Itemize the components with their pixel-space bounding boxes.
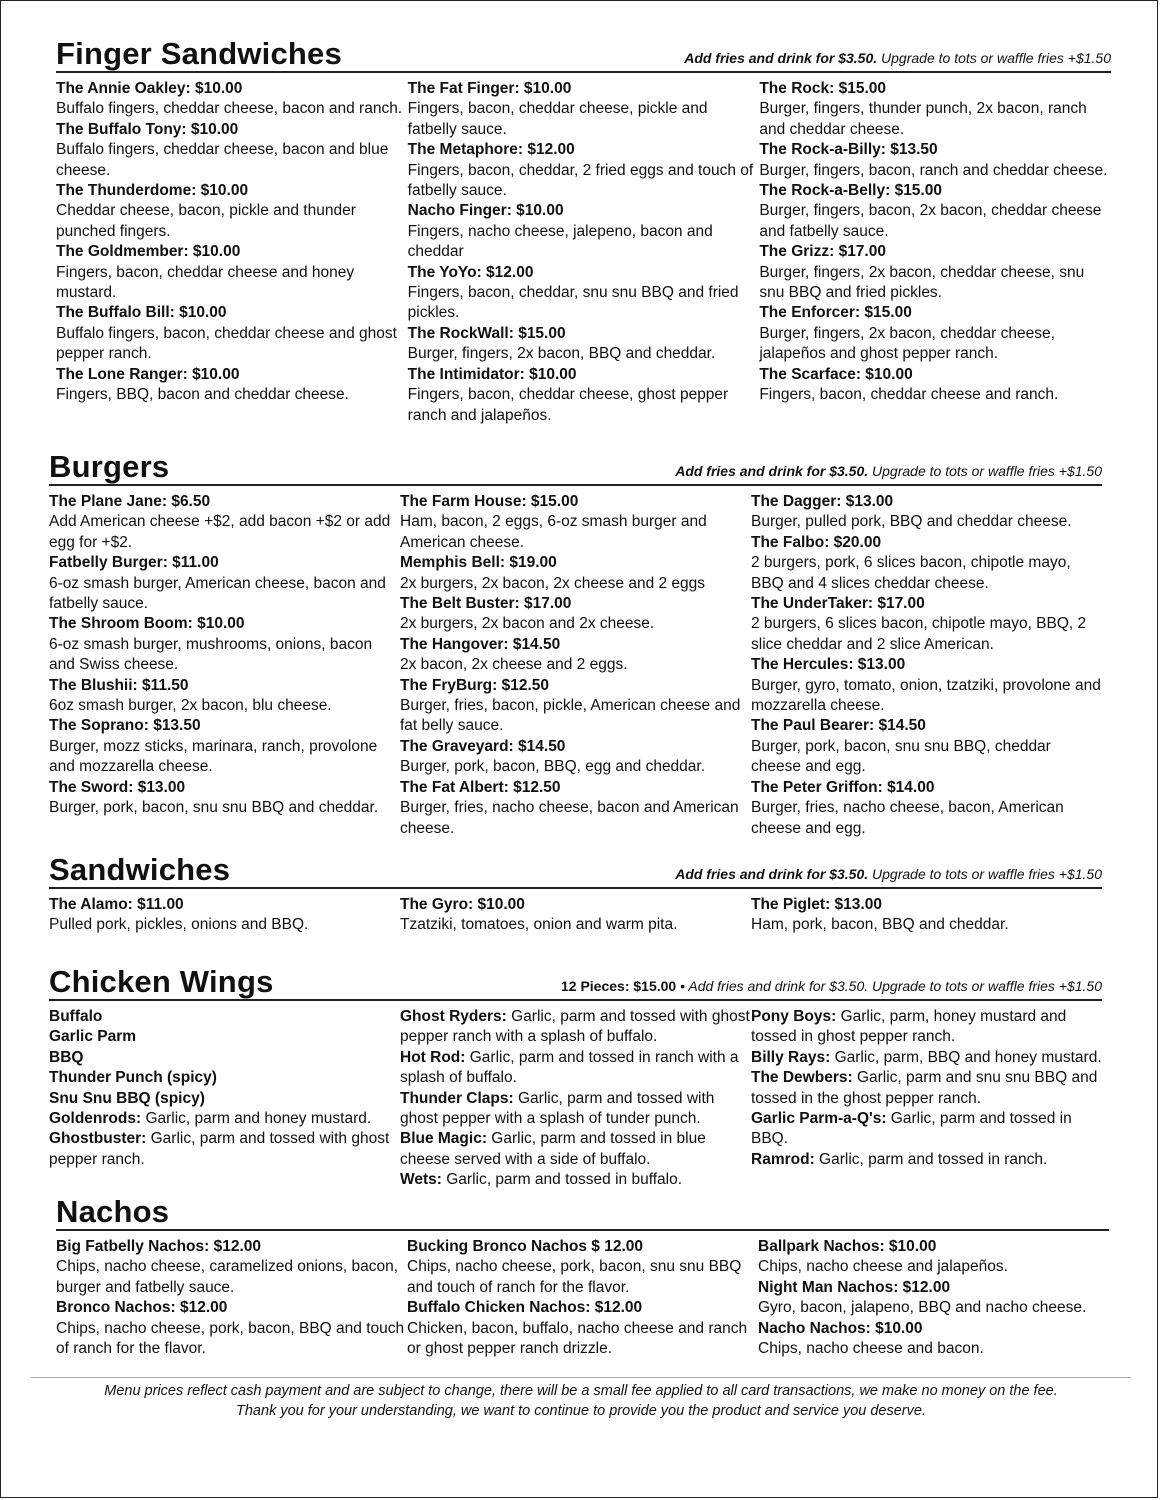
item-description: Garlic, parm, honey mustard and tossed in ghost pepper ranch. xyxy=(751,1008,1067,1046)
item-description: 2x bacon, 2x cheese and 2 eggs. xyxy=(400,656,628,674)
menu-item xyxy=(759,79,1111,140)
menu-column xyxy=(758,1237,1109,1359)
item-description: Burger, fingers, bacon, ranch and cheddar cheese. xyxy=(759,161,1108,179)
item-name: The Piglet: $13.00 xyxy=(751,896,882,913)
item-name: The Sword: $13.00 xyxy=(49,778,186,796)
menu-item xyxy=(758,1278,1109,1319)
menu-item xyxy=(49,614,400,675)
chicken-wings-section xyxy=(49,959,1102,1191)
item-name: The Goldmember: $10.00 xyxy=(56,243,241,261)
item-name: The Soprano: $13.50 xyxy=(49,717,201,735)
item-description: Garlic, parm and tossed with ghost pepper ranch. xyxy=(49,1130,390,1168)
item-name: Pony Boys: xyxy=(751,1008,837,1025)
section-note xyxy=(561,978,1102,994)
menu-item xyxy=(400,553,751,594)
item-description: Ham, bacon, 2 eggs, 6-oz smash burger and American cheese. xyxy=(400,513,707,551)
item-description: Burger, pork, bacon, snu snu BBQ, cheddar cheese and egg. xyxy=(751,737,1051,776)
menu-item xyxy=(400,594,751,635)
item-name: The Metaphore: $12.00 xyxy=(407,141,575,159)
wing-flavor-item xyxy=(751,1109,1102,1150)
item-name: Ballpark Nachos: $10.00 xyxy=(758,1238,937,1255)
item-description: Burger, gyro, tomato, onion, tzatziki, provolone and mozzarella cheese. xyxy=(751,676,1101,715)
menu-item xyxy=(407,1237,758,1298)
item-name: The Hercules: $13.00 xyxy=(751,656,906,674)
menu-item xyxy=(56,303,408,364)
item-description: Burger, pulled pork, BBQ and cheddar cheese. xyxy=(751,513,1072,531)
menu-item xyxy=(49,553,400,614)
nachos-section xyxy=(56,1189,1109,1359)
wing-flavor-item xyxy=(400,1007,751,1048)
item-description: Garlic, parm and tossed in buffalo. xyxy=(441,1171,683,1189)
item-columns xyxy=(49,1007,1102,1191)
item-name: The Plane Jane: $6.50 xyxy=(49,493,211,510)
item-name: The UnderTaker: $17.00 xyxy=(751,595,925,613)
item-description: Garlic, parm, BBQ and honey mustard. xyxy=(830,1048,1102,1066)
item-description: Chicken, bacon, buffalo, nacho cheese and ranch or ghost pepper ranch drizzle. xyxy=(407,1319,748,1358)
item-name: Ghost Ryders: xyxy=(400,1008,507,1025)
menu-item xyxy=(408,79,760,140)
wing-flavor-item xyxy=(400,1048,751,1089)
item-description: Buffalo fingers, cheddar cheese, bacon and ranch. xyxy=(56,100,403,118)
section-title: Sandwiches xyxy=(49,852,231,887)
item-name: Nacho Finger: $10.00 xyxy=(407,202,564,220)
wing-flavor-item xyxy=(49,1129,400,1170)
item-description: Burger, fingers, 2x bacon, cheddar cheese, jalapeños and ghost pepper ranch. xyxy=(759,324,1055,363)
menu-item xyxy=(408,263,760,324)
menu-column xyxy=(56,79,408,426)
item-description: Burger, fingers, thunder punch, 2x bacon, ranch and cheddar cheese. xyxy=(759,100,1087,138)
item-name: The Annie Oakley: $10.00 xyxy=(56,80,243,97)
item-description: Burger, mozz sticks, marinara, ranch, provolone and mozzarella cheese. xyxy=(49,737,378,776)
menu-item xyxy=(408,201,760,262)
menu-item xyxy=(56,1298,407,1359)
note-bold: 12 Pieces: $15.00 xyxy=(560,978,677,994)
item-name: The FryBurg: $12.50 xyxy=(400,676,550,694)
menu-column xyxy=(49,492,400,839)
item-name: The Intimidator: $10.00 xyxy=(407,365,577,383)
wing-flavor-item xyxy=(400,1129,751,1170)
item-description: 2x burgers, 2x bacon, 2x cheese and 2 eggs xyxy=(400,574,706,592)
item-description: Burger, fries, bacon, pickle, American cheese and fat belly sauce. xyxy=(400,697,741,735)
menu-column xyxy=(56,1237,407,1359)
item-name: Big Fatbelly Nachos: $12.00 xyxy=(56,1238,262,1255)
item-name: Goldenrods: xyxy=(49,1110,142,1128)
item-name: The Enforcer: $15.00 xyxy=(759,304,912,322)
menu-column xyxy=(751,895,1102,936)
item-name: The Rock-a-Belly: $15.00 xyxy=(759,182,942,200)
item-name: The Fat Finger: $10.00 xyxy=(407,80,572,97)
footer-line-1: Menu prices reflect cash payment and are subject to change, there will be a small fee applied to all card transactions, we make no money on the fee. xyxy=(104,1383,1058,1399)
item-description: Pulled pork, pickles, onions and BBQ. xyxy=(49,916,309,934)
item-name: The Dewbers: xyxy=(751,1069,853,1087)
menu-item xyxy=(758,1237,1109,1278)
menu-item xyxy=(56,181,408,242)
item-name: The YoYo: $12.00 xyxy=(407,263,534,281)
wing-flavor-item xyxy=(751,1048,1102,1068)
menu-item xyxy=(400,778,751,839)
menu-column xyxy=(759,79,1111,426)
item-name: The Alamo: $11.00 xyxy=(49,896,184,913)
menu-item xyxy=(759,365,1111,406)
menu-item xyxy=(56,365,408,406)
item-name: The Paul Bearer: $14.50 xyxy=(751,717,926,735)
item-description: Fingers, bacon, cheddar cheese, ghost pepper ranch and jalapeños. xyxy=(407,386,729,424)
item-name: Buffalo Chicken Nachos: $12.00 xyxy=(407,1299,643,1317)
item-name: Memphis Bell: $19.00 xyxy=(400,554,557,572)
section-title: Chicken Wings xyxy=(49,964,274,999)
item-name: Ramrod: xyxy=(751,1150,815,1168)
item-description: Garlic, parm and tossed in blue cheese served with a side of buffalo. xyxy=(400,1130,706,1168)
menu-item xyxy=(400,635,751,676)
section-title: Nachos xyxy=(56,1194,170,1229)
item-description: Garlic, parm and tossed in ranch. xyxy=(814,1150,1048,1168)
item-description: Garlic, parm and honey mustard. xyxy=(141,1110,372,1128)
wing-flavor-item xyxy=(49,1089,400,1109)
item-name: The Lone Ranger: $10.00 xyxy=(56,365,240,383)
item-name: The Blushii: $11.50 xyxy=(49,676,189,694)
item-description: Fingers, bacon, cheddar cheese and honey mustard. xyxy=(56,263,355,302)
wing-flavor-item xyxy=(751,1150,1102,1170)
item-description: Burger, fingers, 2x bacon, BBQ and cheddar. xyxy=(407,345,716,363)
menu-item xyxy=(751,778,1102,839)
wing-flavor-item xyxy=(49,1068,400,1088)
item-name: Ghostbuster: xyxy=(49,1130,147,1148)
menu-column xyxy=(407,1237,758,1359)
menu-item xyxy=(759,181,1111,242)
item-description: Fingers, nacho cheese, jalepeno, bacon and cheddar xyxy=(407,222,713,261)
item-name: The Dagger: $13.00 xyxy=(751,493,894,510)
wing-flavor-item xyxy=(400,1089,751,1130)
menu-item xyxy=(751,492,1102,533)
item-description: Buffalo fingers, cheddar cheese, bacon and blue cheese. xyxy=(56,141,389,179)
wing-flavor-item xyxy=(751,1068,1102,1109)
item-name: Night Man Nachos: $12.00 xyxy=(758,1278,951,1296)
section-header xyxy=(56,1189,1109,1231)
note-bold: Add fries and drink for $3.50. xyxy=(675,866,869,882)
item-description: Gyro, bacon, jalapeno, BBQ and nacho cheese. xyxy=(758,1299,1087,1317)
menu-item xyxy=(49,492,400,553)
item-description: Burger, pork, bacon, BBQ, egg and cheddar. xyxy=(400,758,706,776)
menu-column xyxy=(751,492,1102,839)
item-name: Hot Rod: xyxy=(400,1048,466,1066)
item-description: Burger, fingers, bacon, 2x bacon, cheddar cheese and fatbelly sauce. xyxy=(759,202,1102,240)
item-name: The Thunderdome: $10.00 xyxy=(56,182,249,200)
menu-item xyxy=(751,533,1102,594)
item-name: Buffalo xyxy=(49,1008,103,1025)
item-description: Add American cheese +$2, add bacon +$2 or add egg for +$2. xyxy=(49,513,391,551)
sandwiches-section xyxy=(49,847,1102,936)
item-description: Chips, nacho cheese and bacon. xyxy=(758,1340,984,1358)
item-name: Billy Rays: xyxy=(751,1048,831,1066)
menu-column xyxy=(400,492,751,839)
menu-column xyxy=(408,79,760,426)
item-description: Burger, pork, bacon, snu snu BBQ and cheddar. xyxy=(49,799,379,817)
item-name: The Grizz: $17.00 xyxy=(759,243,886,261)
wing-flavor-item xyxy=(49,1027,400,1047)
note-rest: Upgrade to tots or waffle fries +$1.50 xyxy=(877,50,1111,66)
item-description: Fingers, bacon, cheddar cheese, pickle and fatbelly sauce. xyxy=(407,100,708,138)
item-description: Buffalo fingers, bacon, cheddar cheese and ghost pepper ranch. xyxy=(56,324,397,363)
item-description: 6-oz smash burger, American cheese, bacon and fatbelly sauce. xyxy=(49,574,386,613)
section-header xyxy=(49,959,1102,1001)
item-name: Blue Magic: xyxy=(400,1130,487,1148)
item-name: The Peter Griffon: $14.00 xyxy=(751,778,935,796)
wing-flavor-item xyxy=(400,1170,751,1190)
menu-column xyxy=(49,895,400,936)
menu-item xyxy=(56,242,408,303)
note-bold: Add fries and drink for $3.50. xyxy=(675,463,869,479)
item-name: Bronco Nachos: $12.00 xyxy=(56,1299,228,1317)
menu-item xyxy=(759,303,1111,364)
item-description: Cheddar cheese, bacon, pickle and thunder punched fingers. xyxy=(56,202,356,240)
item-name: The Buffalo Bill: $10.00 xyxy=(56,304,227,322)
item-name: The Hangover: $14.50 xyxy=(400,635,561,653)
item-name: The Belt Buster: $17.00 xyxy=(400,595,572,613)
item-columns xyxy=(56,79,1111,426)
menu-item xyxy=(49,895,400,936)
menu-item xyxy=(408,140,760,201)
menu-item xyxy=(56,120,408,181)
item-description: Tzatziki, tomatoes, onion and warm pita. xyxy=(400,916,678,934)
menu-item xyxy=(751,655,1102,716)
item-name: Garlic Parm-a-Q's: xyxy=(751,1110,887,1128)
item-columns xyxy=(56,1237,1109,1359)
section-note xyxy=(675,463,1102,479)
item-name: The Farm House: $15.00 xyxy=(400,493,579,510)
wing-flavor-item xyxy=(751,1007,1102,1048)
item-name: Nacho Nachos: $10.00 xyxy=(758,1319,923,1337)
item-name: The Shroom Boom: $10.00 xyxy=(49,615,245,633)
note-rest: Upgrade to tots or waffle fries +$1.50 xyxy=(868,463,1102,479)
menu-item xyxy=(407,1298,758,1359)
item-description: 6-oz smash burger, mushrooms, onions, bacon and Swiss cheese. xyxy=(49,635,373,674)
menu-item xyxy=(759,140,1111,181)
item-description: Garlic, parm and snu snu BBQ and tossed in the ghost pepper ranch. xyxy=(751,1069,1098,1107)
item-columns xyxy=(49,895,1102,936)
menu-item xyxy=(56,79,408,120)
wing-flavor-item xyxy=(49,1048,400,1068)
item-name: The Fat Albert: $12.50 xyxy=(400,778,561,796)
item-description: Fingers, bacon, cheddar cheese and ranch. xyxy=(759,386,1059,404)
menu-item xyxy=(49,778,400,819)
item-name: Garlic Parm xyxy=(49,1028,137,1046)
note-rest: Upgrade to tots or waffle fries +$1.50 xyxy=(868,866,1102,882)
item-name: The RockWall: $15.00 xyxy=(407,324,566,342)
section-title: Finger Sandwiches xyxy=(56,36,342,71)
finger-sandwiches-section xyxy=(56,31,1111,426)
item-description: Garlic, parm and tossed in ranch with a splash of buffalo. xyxy=(400,1048,739,1087)
item-description: Burger, fingers, 2x bacon, cheddar cheese, snu snu BBQ and fried pickles. xyxy=(759,263,1085,302)
item-name: Thunder Punch (spicy) xyxy=(49,1069,217,1087)
item-description: Burger, fries, nacho cheese, bacon and American cheese. xyxy=(400,799,739,837)
item-description: 2 burgers, 6 slices bacon, chipotle mayo, BBQ, 2 slice cheddar and 2 slice American. xyxy=(751,615,1087,653)
footer-line-2: Thank you for your understanding, we want to continue to provide you the product and service you deserve. xyxy=(236,1403,926,1419)
item-name: Thunder Claps: xyxy=(400,1089,514,1107)
menu-item xyxy=(400,676,751,737)
item-name: BBQ xyxy=(49,1048,84,1066)
section-note xyxy=(675,866,1102,882)
item-description: Fingers, bacon, cheddar, snu snu BBQ and fried pickles. xyxy=(407,284,739,322)
burgers-section xyxy=(49,444,1102,839)
menu-item xyxy=(751,594,1102,655)
item-name: The Falbo: $20.00 xyxy=(751,533,882,551)
menu-item xyxy=(408,365,760,426)
section-note xyxy=(684,50,1111,66)
menu-column xyxy=(49,1007,400,1191)
menu-item xyxy=(400,895,751,936)
wing-flavor-item xyxy=(49,1007,400,1027)
menu-item xyxy=(758,1319,1109,1360)
note-bold: Add fries and drink for $3.50. xyxy=(684,50,878,66)
item-name: The Rock: $15.00 xyxy=(759,80,886,97)
item-description: Fingers, bacon, cheddar, 2 fried eggs and touch of fatbelly sauce. xyxy=(407,161,754,200)
section-header xyxy=(49,444,1102,486)
item-description: 2x burgers, 2x bacon and 2x cheese. xyxy=(400,615,655,633)
menu-item xyxy=(49,716,400,777)
menu-item xyxy=(759,242,1111,303)
menu-column xyxy=(751,1007,1102,1191)
item-name: The Gyro: $10.00 xyxy=(400,896,525,913)
menu-item xyxy=(751,895,1102,936)
item-description: Chips, nacho cheese, pork, bacon, BBQ and touch of ranch for the flavor. xyxy=(56,1319,405,1358)
item-description: Chips, nacho cheese, pork, bacon, snu snu BBQ and touch of ranch for the flavor. xyxy=(407,1258,742,1296)
item-name: The Graveyard: $14.50 xyxy=(400,737,566,755)
menu-item xyxy=(408,324,760,365)
wing-flavor-item xyxy=(49,1109,400,1129)
section-header xyxy=(56,31,1111,73)
item-description: 6oz smash burger, 2x bacon, blu cheese. xyxy=(49,697,332,715)
item-name: The Buffalo Tony: $10.00 xyxy=(56,120,239,138)
item-name: Snu Snu BBQ (spicy) xyxy=(49,1089,205,1107)
item-name: The Scarface: $10.00 xyxy=(759,365,913,383)
item-name: Fatbelly Burger: $11.00 xyxy=(49,554,219,572)
item-description: Fingers, BBQ, bacon and cheddar cheese. xyxy=(56,386,349,404)
menu-item xyxy=(56,1237,407,1298)
item-name: The Rock-a-Billy: $13.50 xyxy=(759,141,938,159)
section-title: Burgers xyxy=(49,449,170,484)
note-rest: • Add fries and drink for $3.50. Upgrade to tots or waffle fries +$1.50 xyxy=(676,978,1102,994)
menu-item xyxy=(400,492,751,553)
item-description: Burger, fries, nacho cheese, bacon, American cheese and egg. xyxy=(751,799,1064,837)
item-name: Wets: xyxy=(400,1171,442,1189)
footer-disclaimer xyxy=(31,1377,1131,1421)
menu-item xyxy=(49,676,400,717)
menu-column xyxy=(400,1007,751,1191)
section-header xyxy=(49,847,1102,889)
item-description: Garlic, parm and tossed with ghost pepper ranch with a splash of buffalo. xyxy=(400,1008,750,1046)
item-description: Garlic, parm and tossed in BBQ. xyxy=(751,1110,1072,1148)
item-description: Garlic, parm and tossed with ghost pepper with a splash of tunder punch. xyxy=(400,1089,715,1128)
item-description: Chips, nacho cheese and jalapeños. xyxy=(758,1258,1008,1276)
item-name: Bucking Bronco Nachos $ 12.00 xyxy=(407,1238,644,1255)
item-columns xyxy=(49,492,1102,839)
menu-item xyxy=(751,716,1102,777)
item-description: 2 burgers, pork, 6 slices bacon, chipotle mayo, BBQ and 4 slices cheddar cheese. xyxy=(751,554,1071,592)
item-description: Ham, pork, bacon, BBQ and cheddar. xyxy=(751,916,1009,934)
menu-item xyxy=(400,737,751,778)
item-description: Chips, nacho cheese, caramelized onions, bacon, burger and fatbelly sauce. xyxy=(56,1258,399,1296)
menu-column xyxy=(400,895,751,936)
